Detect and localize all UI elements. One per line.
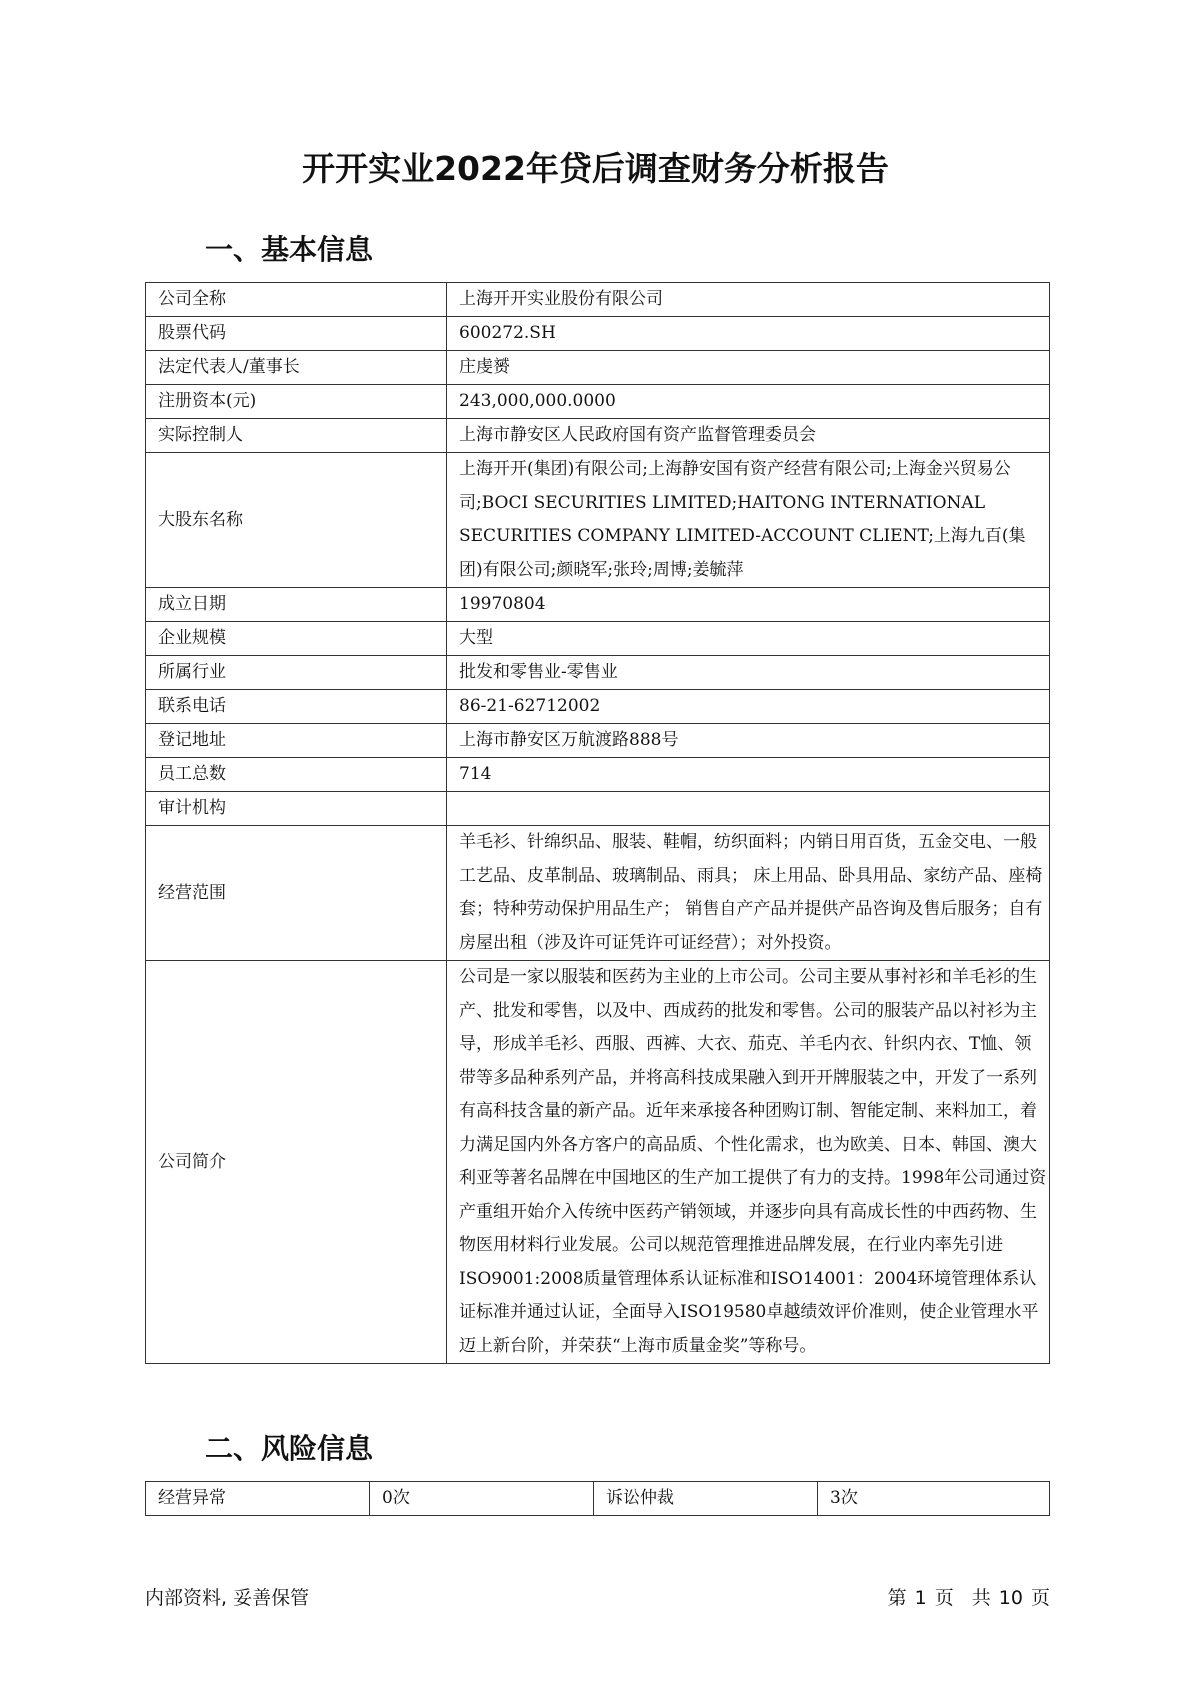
row-value: 批发和零售业-零售业 <box>447 656 1050 690</box>
basic-info-table <box>145 282 1050 1364</box>
row-label: 审计机构 <box>146 792 447 826</box>
section-heading-risk-info: 二、风险信息 <box>205 1432 374 1465</box>
row-value: 714 <box>447 758 1050 792</box>
table-row <box>146 588 1050 622</box>
row-label: 注册资本(元) <box>146 385 447 419</box>
table-row <box>146 826 1050 961</box>
table-row <box>146 724 1050 758</box>
row-value: 上海市静安区万航渡路888号 <box>447 724 1050 758</box>
page-title: 开开实业2022年贷后调查财务分析报告 <box>302 149 889 188</box>
table-row <box>146 419 1050 453</box>
row-value: 公司是一家以服装和医药为主业的上市公司。公司主要从事衬衫和羊毛衫的生产、批发和零售，以及中、西成药的批发和零售。公司的服装产品以衬衫为主导，形成羊毛衫、西服、西裤、大衣、茄克、羊毛内衣、针织内衣、T恤、领带等多品种系列产品，并将高科技成果融入到开开牌服装之中，开发了一系列有高科技含量的新产品。近年来承接各种团购订制、智能定制、来料加工，着力满足国内外各方客户的高品质、个性化需求，也为欧美、日本、韩国、澳大利亚等著名品牌在中国地区的生产加工提供了有力的支持。1998年公司通过资产重组开始介入传统中医药产销领域，并逐步向具有高成长性的中西药物、生物医用材料行业发展。公司以规范管理推进品牌发展，在行业内率先引进ISO9001:2008质量管理体系认证标准和ISO14001：2004环境管理体系认证标准并通过认证，全面导入ISO19580卓越绩效评价准则，使企业管理水平迈上新台阶，并荣获“上海市质量金奖”等称号。 <box>447 961 1050 1364</box>
row-label: 公司简介 <box>146 961 447 1364</box>
footer-confidential-note: 内部资料, 妥善保管 <box>145 1587 310 1609</box>
table-row <box>146 1482 1050 1516</box>
page-indicator <box>880 1583 1050 1610</box>
row-label: 经营范围 <box>146 826 447 961</box>
row-label: 联系电话 <box>146 690 447 724</box>
total-prefix: 共 <box>971 1587 991 1609</box>
risk-info-table <box>145 1481 1050 1516</box>
row-label: 实际控制人 <box>146 419 447 453</box>
total-pages: 10 <box>998 1587 1023 1609</box>
page-prefix: 第 <box>887 1587 907 1609</box>
row-value: 86-21-62712002 <box>447 690 1050 724</box>
table-row <box>146 792 1050 826</box>
row-value: 上海市静安区人民政府国有资产监督管理委员会 <box>447 419 1050 453</box>
abnormal-value: 0次 <box>370 1482 594 1516</box>
table-row <box>146 283 1050 317</box>
table-row <box>146 961 1050 1364</box>
row-value: 羊毛衫、针绵织品、服装、鞋帽，纺织面料；内销日用百货，五金交电、一般工艺品、皮革制品、玻璃制品、雨具； 床上用品、卧具用品、家纺产品、座椅套；特种劳动保护用品生产； 销售自产产品并提供产品咨询及售后服务；自有房屋出租（涉及许可证凭许可证经营）；对外投资。 <box>447 826 1050 961</box>
row-label: 员工总数 <box>146 758 447 792</box>
abnormal-label: 经营异常 <box>146 1482 370 1516</box>
table-row <box>146 656 1050 690</box>
page-number: 1 <box>914 1587 927 1609</box>
table-row <box>146 385 1050 419</box>
row-value <box>447 792 1050 826</box>
total-suffix: 页 <box>1030 1587 1050 1609</box>
row-label: 企业规模 <box>146 622 447 656</box>
table-row <box>146 453 1050 588</box>
row-label: 所属行业 <box>146 656 447 690</box>
row-value: 上海开开(集团)有限公司;上海静安国有资产经营有限公司;上海金兴贸易公司;BOCI SECURITIES LIMITED;HAITONG INTERNATIONAL SECURITIES COMPANY LIMITED-ACCOUNT CLIENT;上海九百(集团)有限公司;颜晓军;张玲;周博;姜毓萍 <box>447 453 1050 588</box>
row-label: 股票代码 <box>146 317 447 351</box>
row-label: 登记地址 <box>146 724 447 758</box>
row-label: 法定代表人/董事长 <box>146 351 447 385</box>
row-value: 上海开开实业股份有限公司 <box>447 283 1050 317</box>
row-value: 19970804 <box>447 588 1050 622</box>
table-row <box>146 622 1050 656</box>
row-label: 公司全称 <box>146 283 447 317</box>
table-row <box>146 351 1050 385</box>
section-heading-basic-info: 一、基本信息 <box>205 233 374 266</box>
table-row <box>146 690 1050 724</box>
row-value: 庄虔赟 <box>447 351 1050 385</box>
row-label: 大股东名称 <box>146 453 447 588</box>
row-value: 600272.SH <box>447 317 1050 351</box>
row-value: 243,000,000.0000 <box>447 385 1050 419</box>
row-value: 大型 <box>447 622 1050 656</box>
table-row <box>146 758 1050 792</box>
litigation-label: 诉讼仲裁 <box>594 1482 818 1516</box>
litigation-value: 3次 <box>818 1482 1050 1516</box>
table-row <box>146 317 1050 351</box>
page-mid: 页 <box>934 1587 954 1609</box>
row-label: 成立日期 <box>146 588 447 622</box>
